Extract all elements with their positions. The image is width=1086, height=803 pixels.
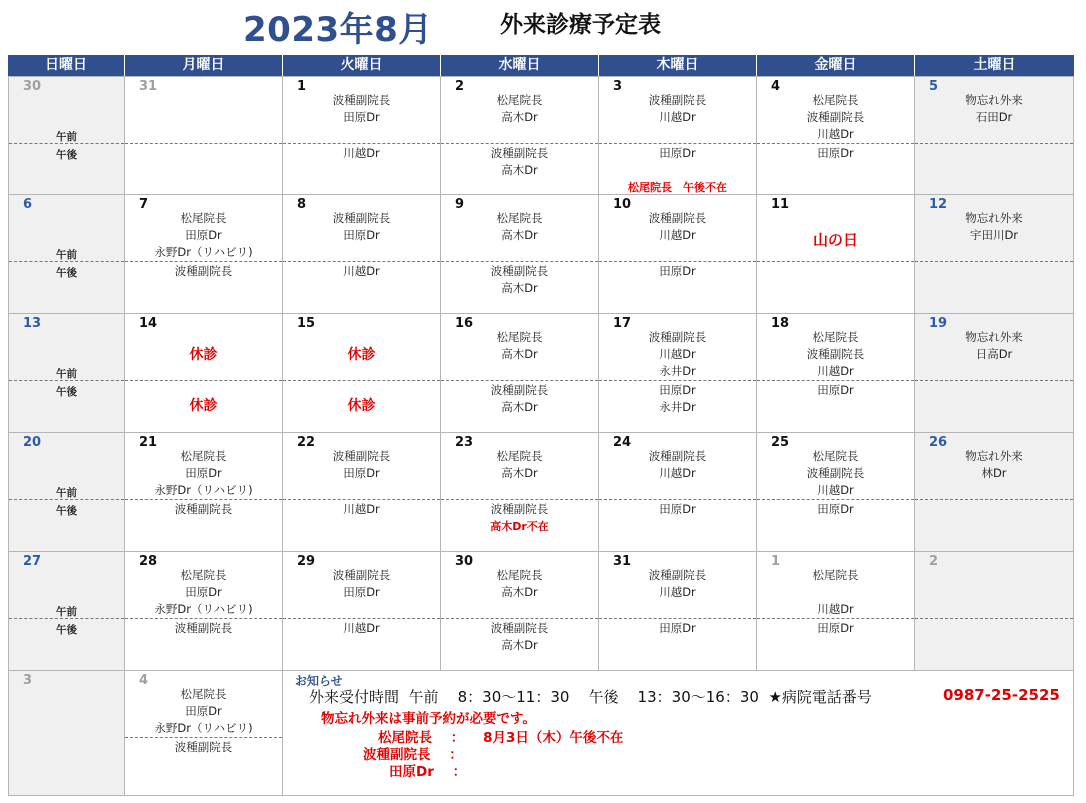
day-cell [283,433,441,552]
calendar-grid [8,55,1074,796]
doctor-entry: 川越Dr [343,264,380,278]
pm-label: 午後 [56,505,77,517]
am-schedule [441,567,598,601]
am-schedule [441,329,598,363]
day-number: 31 [139,79,158,94]
doctor-entry: 川越Dr [659,347,696,361]
day-number: 19 [929,316,948,331]
am-schedule [599,329,756,380]
doctor-entry: 川越Dr [817,127,854,141]
doctor-entry: 松尾院長 [812,568,859,582]
day-number: 16 [455,316,474,331]
pm-schedule [757,382,914,399]
doctor-entry: 松尾院長 [496,93,543,107]
am-pm-divider [915,380,1073,381]
day-cell [599,76,757,195]
pm-schedule [125,263,282,280]
doctor-entry: 波種副院長 [648,93,707,107]
doctor-entry: 松尾院長 [496,568,543,582]
am-pm-divider [441,618,598,619]
day-number: 14 [139,316,158,331]
am-pm-divider [441,261,598,262]
doctor-entry: 永野Dr（リハビリ) [154,483,253,497]
am-label: 午前 [56,368,77,380]
weekday-header: 月曜日 [125,55,282,76]
doctor-entry: 休診 [347,398,376,414]
doctor-entry: 波種副院長 [174,502,233,516]
am-schedule [599,567,756,601]
weekday-header: 日曜日 [8,55,124,76]
pm-schedule [599,382,756,416]
pm-schedule [125,398,282,415]
doctor-entry: 松尾院長 [812,449,859,463]
am-pm-divider [125,261,282,262]
doctor-entry: 波種副院長 [174,740,233,754]
day-cell [757,314,915,433]
doctor-entry: 川越Dr [817,364,854,378]
am-pm-divider [915,261,1073,262]
am-schedule [915,210,1073,244]
pm-schedule [441,382,598,416]
doctor-entry: 田原Dr [817,146,854,160]
day-cell [441,314,599,433]
doctor-entry: 休診 [189,398,218,414]
doctor-entry: 田原Dr [343,228,380,242]
am-schedule [757,448,914,499]
doctor-entry: 川越Dr [817,602,854,616]
pm-schedule [757,145,914,162]
notice-line: 田原Dr ： [389,764,467,780]
day-number: 11 [771,197,790,212]
doctor-entry: 田原Dr [659,383,696,397]
am-schedule [283,567,440,601]
doctor-entry: 高木Dr [501,400,538,414]
pm-schedule [599,145,756,195]
doctor-entry: 物忘れ外来 [965,211,1023,225]
pm-schedule [599,263,756,280]
am-pm-divider [915,499,1073,500]
am-schedule [283,92,440,126]
am-pm-divider [599,618,756,619]
doctor-entry: 田原Dr [343,466,380,480]
doctor-entry: 川越Dr [659,228,696,242]
doctor-entry: 波種副院長 [490,146,549,160]
day-cell [125,433,283,552]
pm-schedule [441,145,598,179]
day-number: 17 [613,316,632,331]
day-number: 13 [23,316,42,331]
doctor-entry: 波種副院長 [332,568,391,582]
doctor-entry: 川越Dr [343,502,380,516]
day-cell [8,314,125,433]
doctor-entry: 林Dr [981,466,1007,480]
doctor-entry: 田原Dr [659,621,696,635]
doctor-entry: 波種副院長 [174,264,233,278]
am-schedule [441,92,598,126]
doctor-entry: 波種副院長 [648,568,707,582]
day-number: 24 [613,435,632,450]
day-number: 20 [23,435,42,450]
am-schedule [599,210,756,244]
day-cell [757,552,915,671]
doctor-entry: 田原Dr [185,466,222,480]
pm-schedule [283,398,440,415]
am-pm-divider [915,618,1073,619]
day-number: 1 [771,554,781,569]
am-pm-divider [125,499,282,500]
day-cell [915,76,1074,195]
pm-label: 午後 [56,267,77,279]
doctor-entry: 物忘れ外来 [965,93,1023,107]
day-number: 15 [297,316,316,331]
am-schedule [125,210,282,261]
doctor-entry: 高木Dr不在 [490,520,549,533]
doctor-entry: 波種副院長 [490,502,549,516]
pm-schedule [757,620,914,637]
day-cell [283,76,441,195]
doctor-entry: 波種副院長 [806,347,865,361]
day-cell [915,314,1074,433]
notice-line: 波種副院長 ： [363,747,463,763]
am-pm-divider [283,618,440,619]
day-cell [441,433,599,552]
doctor-entry: 川越Dr [817,483,854,497]
weekday-header: 金曜日 [757,55,914,76]
doctor-entry: 田原Dr [185,228,222,242]
doctor-entry: 高木Dr [501,347,538,361]
day-cell [915,195,1074,314]
pm-schedule [125,501,282,518]
am-schedule [283,347,440,364]
day-cell [757,195,915,314]
day-number: 10 [613,197,632,212]
day-cell [441,195,599,314]
doctor-entry: 田原Dr [659,146,696,160]
doctor-entry: 田原Dr [817,621,854,635]
day-cell [125,76,283,195]
doctor-entry: 波種副院長 [490,264,549,278]
doctor-entry: 田原Dr [343,585,380,599]
day-number: 26 [929,435,948,450]
day-number: 4 [139,673,149,688]
doctor-entry: 松尾院長 [812,93,859,107]
doctor-entry: 日高Dr [975,347,1013,361]
pm-label: 午後 [56,386,77,398]
day-cell [8,433,125,552]
day-cell [125,552,283,671]
doctor-entry: 高木Dr [501,281,538,295]
day-number: 25 [771,435,790,450]
am-pm-divider [441,499,598,500]
doctor-entry: 波種副院長 [806,110,865,124]
doctor-entry: 高木Dr [501,466,538,480]
doctor-entry [757,584,914,601]
pm-schedule [283,263,440,280]
am-schedule [599,448,756,482]
am-schedule [915,92,1073,126]
doctor-entry: 松尾院長 [496,449,543,463]
am-schedule [599,92,756,126]
doctor-entry: 川越Dr [659,585,696,599]
doctor-entry: 宇田川Dr [969,228,1019,242]
am-schedule [125,567,282,618]
day-number: 29 [297,554,316,569]
doctor-entry: 永井Dr [659,400,696,414]
day-number: 22 [297,435,316,450]
doctor-entry: 川越Dr [343,146,380,160]
reception-hours: 外来受付時間 午前 8：30〜11：30 午後 13：30〜16：30 ★病院電話番号 [309,688,872,706]
page-title: 外来診療予定表 [500,12,661,38]
am-pm-divider [757,380,914,381]
doctor-entry: 松尾院長 [180,568,227,582]
day-number: 12 [929,197,948,212]
am-schedule [915,329,1073,363]
day-cell [441,76,599,195]
doctor-entry: 波種副院長 [174,621,233,635]
day-number: 18 [771,316,790,331]
doctor-entry: 松尾院長 [180,687,227,701]
doctor-entry: 田原Dr [185,704,222,718]
am-pm-divider [599,261,756,262]
am-label: 午前 [56,606,77,618]
day-number: 30 [23,79,42,94]
pm-label: 午後 [56,149,77,161]
day-number: 5 [929,79,939,94]
doctor-entry: 川越Dr [659,110,696,124]
am-pm-divider [757,618,914,619]
day-number: 8 [297,197,307,212]
doctor-entry: 田原Dr [659,502,696,516]
doctor-entry: 休診 [189,347,218,363]
holiday-label: 山の日 [812,231,858,249]
am-pm-divider [599,380,756,381]
doctor-entry: 松尾院長 [496,330,543,344]
am-schedule [441,448,598,482]
am-label: 午前 [56,249,77,261]
doctor-entry: 永井Dr [659,364,696,378]
day-cell [441,552,599,671]
notice-box [283,671,1074,796]
doctor-entry: 波種副院長 [648,330,707,344]
doctor-entry: 物忘れ外来 [965,330,1023,344]
doctor-entry: 松尾院長 [812,330,859,344]
day-number: 3 [23,673,33,688]
pm-schedule [441,501,598,535]
pm-schedule [125,739,282,756]
day-number: 28 [139,554,158,569]
doctor-entry: 波種副院長 [332,211,391,225]
doctor-entry: 川越Dr [343,621,380,635]
doctor-entry: 高木Dr [501,638,538,652]
day-cell [8,552,125,671]
pm-label: 午後 [56,624,77,636]
day-number: 30 [455,554,474,569]
am-schedule [757,567,914,618]
pm-schedule [757,501,914,518]
doctor-entry: 松尾院長 [180,211,227,225]
doctor-entry: 高木Dr [501,585,538,599]
day-cell [283,314,441,433]
am-pm-divider [283,380,440,381]
phone-number: 0987-25-2525 [943,686,1060,704]
day-cell [8,76,125,195]
day-cell [125,314,283,433]
day-number: 2 [455,79,465,94]
am-pm-divider [283,499,440,500]
am-label: 午前 [56,131,77,143]
weekday-header: 火曜日 [283,55,440,76]
year-month: 2023年8月 [243,10,433,50]
doctor-entry: 高木Dr [501,163,538,177]
doctor-entry: 永野Dr（リハビリ) [154,602,253,616]
day-number: 4 [771,79,781,94]
day-number: 9 [455,197,465,212]
doctor-entry: 田原Dr [343,110,380,124]
doctor-entry: 松尾院長 午後不在 [628,181,727,194]
doctor-entry: 波種副院長 [332,93,391,107]
am-pm-divider [599,499,756,500]
day-number: 2 [929,554,939,569]
am-pm-divider [599,143,756,144]
doctor-entry: 波種副院長 [332,449,391,463]
day-number: 7 [139,197,149,212]
am-pm-divider [757,499,914,500]
am-pm-divider [915,143,1073,144]
day-number: 6 [23,197,33,212]
am-label: 午前 [56,487,77,499]
weekday-header: 土曜日 [915,55,1074,76]
notice-title: お知らせ [295,674,343,688]
doctor-entry: 川越Dr [659,466,696,480]
day-cell [599,314,757,433]
day-number: 23 [455,435,474,450]
am-schedule [125,347,282,364]
am-schedule [441,210,598,244]
am-schedule [283,210,440,244]
pm-schedule [441,620,598,654]
am-schedule [125,448,282,499]
doctor-entry: 波種副院長 [648,211,707,225]
doctor-entry: 高木Dr [501,110,538,124]
pm-schedule [441,263,598,297]
day-number: 27 [23,554,42,569]
doctor-entry: 波種副院長 [490,383,549,397]
day-cell [8,195,125,314]
doctor-entry: 波種副院長 [806,466,865,480]
doctor-entry: 石田Dr [975,110,1013,124]
day-cell [125,195,283,314]
day-number: 31 [613,554,632,569]
doctor-entry: 永野Dr（リハビリ) [154,245,253,259]
doctor-entry [599,162,756,179]
am-pm-divider [125,618,282,619]
day-cell [915,552,1074,671]
notice-line: 物忘れ外来は事前予約が必要です。 [321,711,536,727]
day-cell [599,433,757,552]
doctor-entry: 波種副院長 [490,621,549,635]
doctor-entry: 松尾院長 [496,211,543,225]
notice-line: 松尾院長 ： 8月3日（木）午後不在 [378,730,624,746]
am-pm-divider [441,143,598,144]
day-number: 21 [139,435,158,450]
am-pm-divider [125,737,282,738]
am-pm-divider [125,380,282,381]
pm-schedule [125,620,282,637]
doctor-entry: 波種副院長 [648,449,707,463]
pm-schedule [283,145,440,162]
day-number: 3 [613,79,623,94]
pm-schedule [599,501,756,518]
am-schedule [283,448,440,482]
doctor-entry: 永野Dr（リハビリ) [154,721,253,735]
doctor-entry: 田原Dr [817,383,854,397]
pm-schedule [283,501,440,518]
am-pm-divider [283,261,440,262]
am-pm-divider [283,143,440,144]
day-cell [757,433,915,552]
day-cell [125,671,283,796]
doctor-entry: 休診 [347,347,376,363]
am-schedule [125,686,282,737]
pm-schedule [283,620,440,637]
am-schedule [915,448,1073,482]
doctor-entry: 田原Dr [659,264,696,278]
doctor-entry: 松尾院長 [180,449,227,463]
day-cell [599,552,757,671]
doctor-entry: 物忘れ外来 [965,449,1023,463]
weekday-header: 木曜日 [599,55,756,76]
pm-schedule [599,620,756,637]
am-pm-divider [125,143,282,144]
doctor-entry: 田原Dr [185,585,222,599]
day-cell [915,433,1074,552]
weekday-header: 水曜日 [441,55,598,76]
day-cell [283,552,441,671]
doctor-entry: 高木Dr [501,228,538,242]
day-cell [599,195,757,314]
am-schedule [757,92,914,143]
day-cell [8,671,125,796]
day-number: 1 [297,79,307,94]
doctor-entry: 田原Dr [817,502,854,516]
am-schedule [757,329,914,380]
day-cell [283,195,441,314]
am-pm-divider [757,261,914,262]
am-pm-divider [441,380,598,381]
day-cell [757,76,915,195]
am-pm-divider [757,143,914,144]
